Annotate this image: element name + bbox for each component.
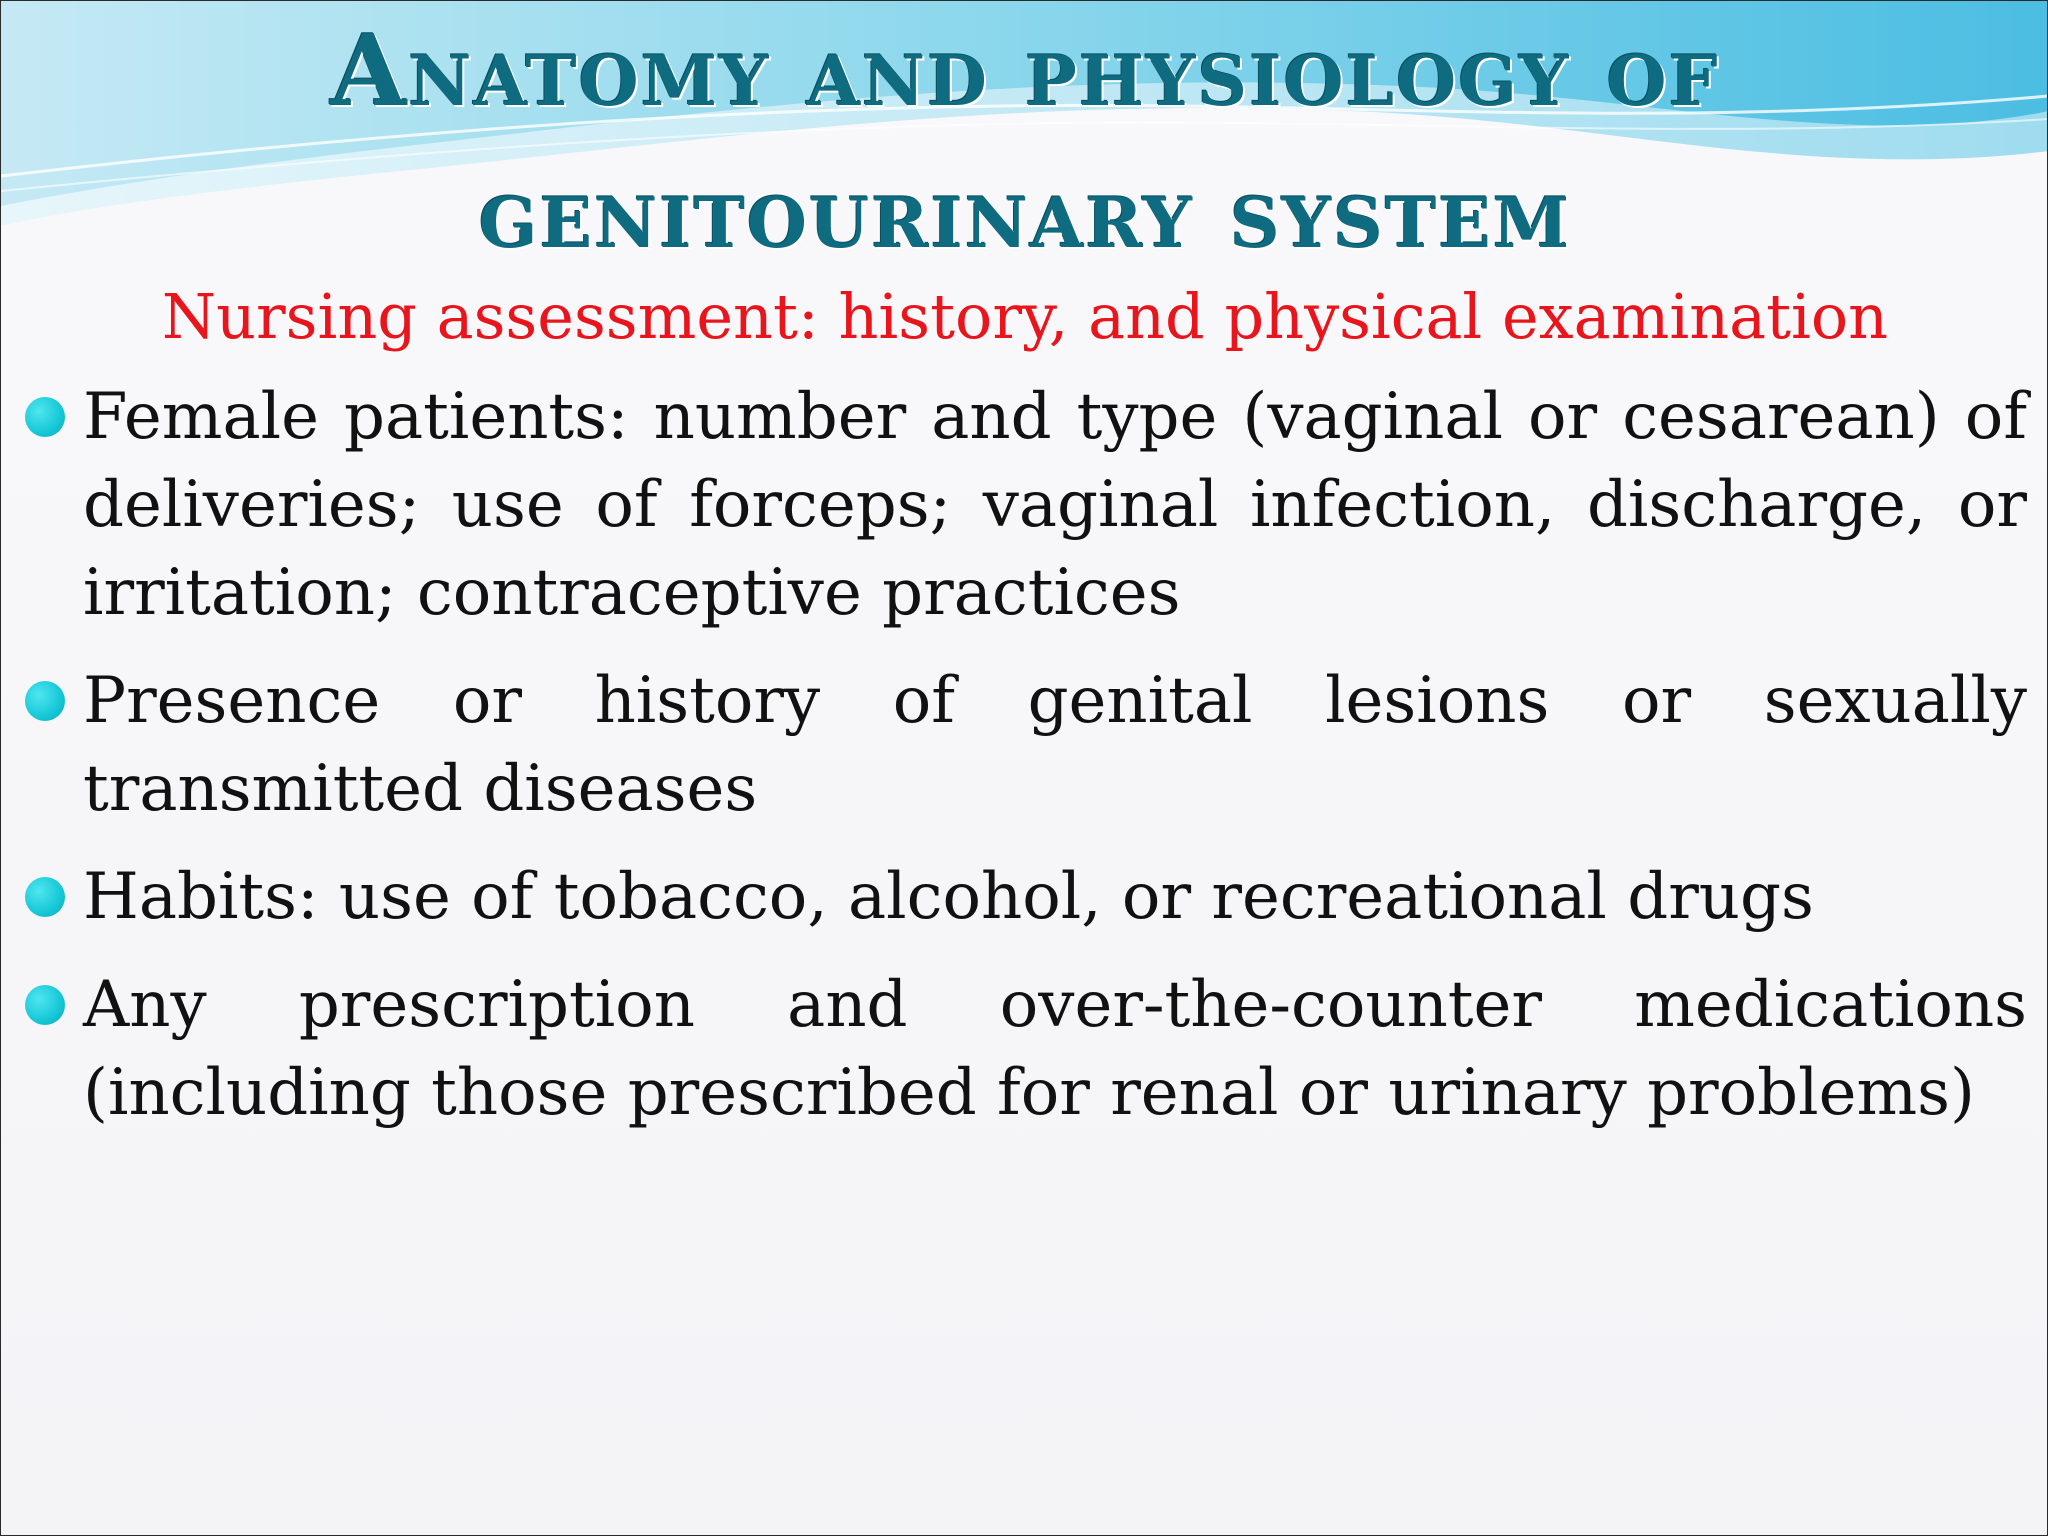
slide-subtitle: Nursing assessment: history, and physical examination (161, 280, 1889, 353)
bullet-dot-icon (25, 681, 65, 721)
slide-title-line-2: genitourinary system (478, 156, 1572, 271)
slide-title (1, 1, 2048, 285)
bullet-dot-icon (25, 397, 65, 437)
bullet-list (1, 373, 2048, 1157)
bullet-item (1, 961, 2048, 1137)
bullet-dot-icon (25, 985, 65, 1025)
bullet-text: Any prescription and over-the-counter medications (including those prescribed for renal or urinary problems) (83, 968, 2027, 1130)
slide-title-line-1: Anatomy and physiology of (330, 14, 1720, 129)
bullet-text: Presence or history of genital lesions or sexually transmitted diseases (83, 664, 2027, 826)
bullet-item (1, 373, 2048, 637)
bullet-text: Female patients: number and type (vaginal or cesarean) of deliveries; use of forceps; vaginal infection, discharge, or irritation; contraceptive practices (83, 380, 2027, 630)
bullet-item (1, 853, 2048, 941)
bullet-text: Habits: use of tobacco, alcohol, or recreational drugs (83, 860, 1814, 934)
bullet-item (1, 657, 2048, 833)
bullet-dot-icon (25, 877, 65, 917)
